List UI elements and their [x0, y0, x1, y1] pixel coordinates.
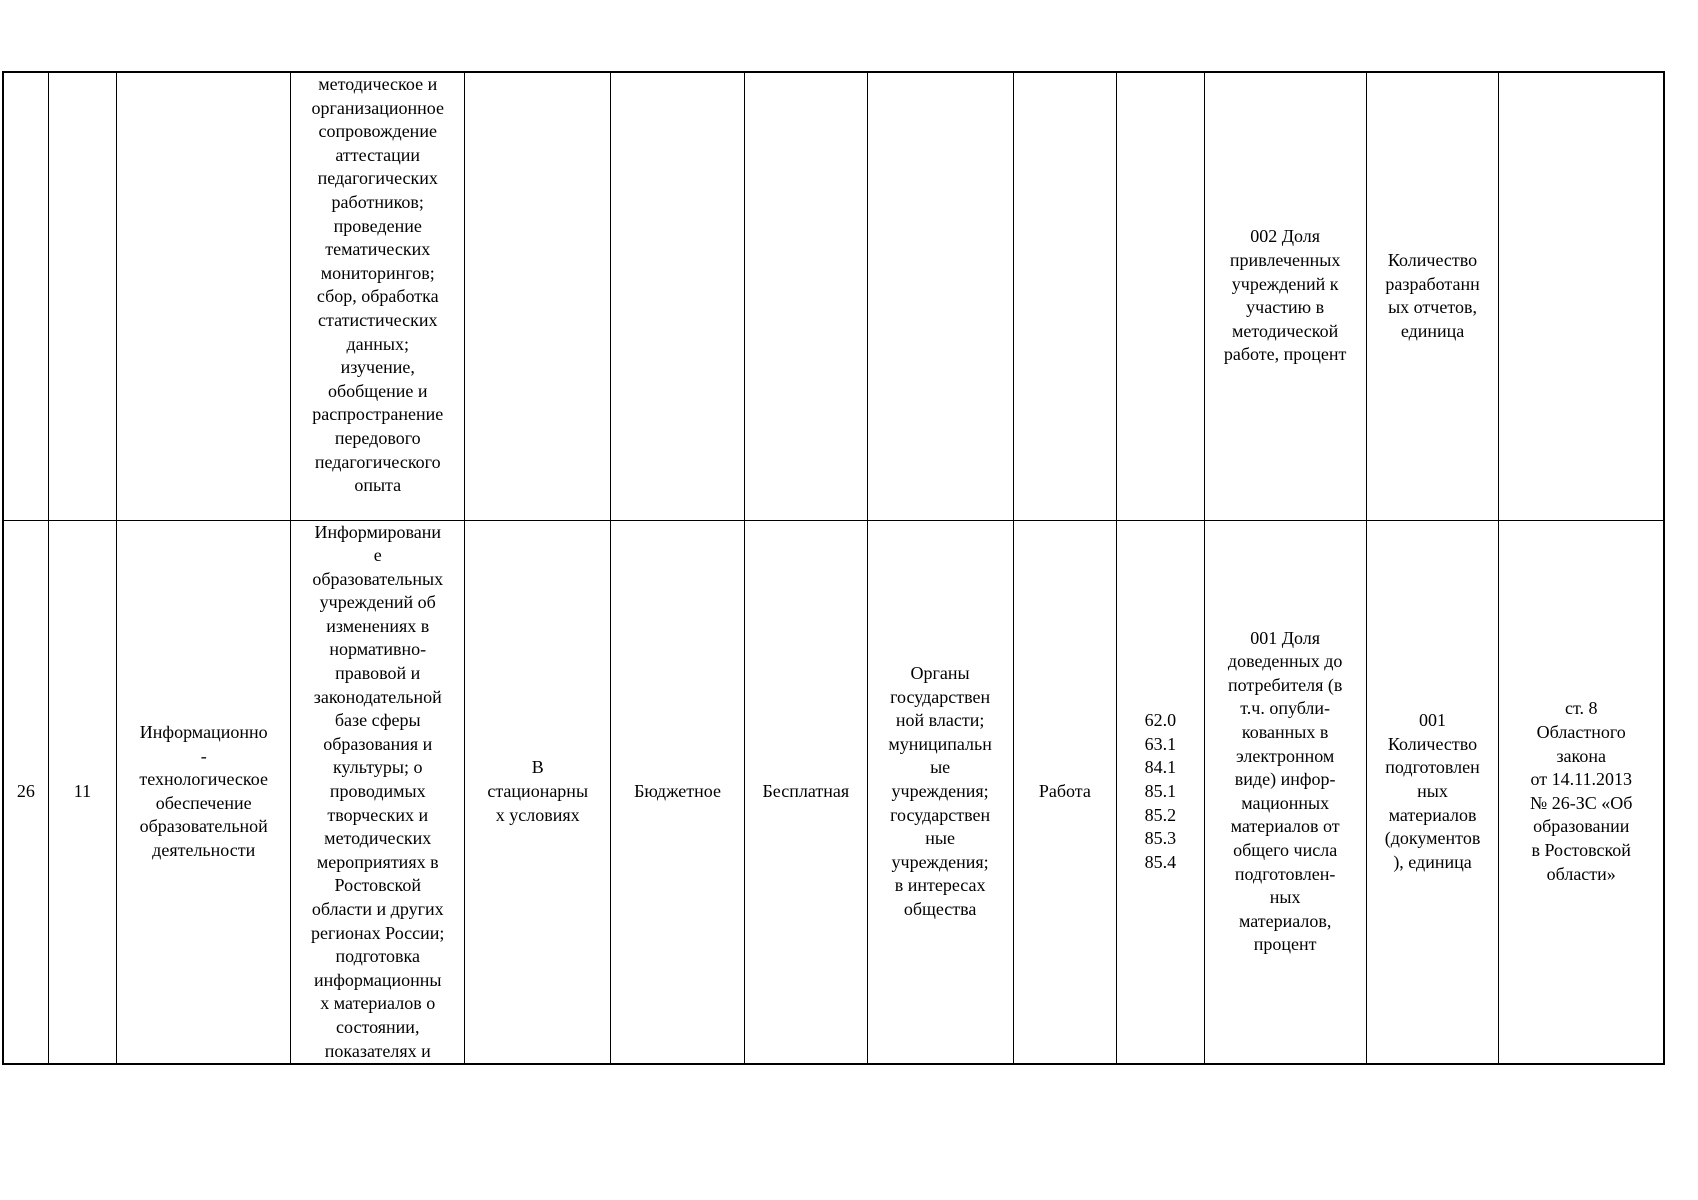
conditions-cell — [465, 72, 611, 520]
subrow-number-cell: 11 — [48, 520, 116, 1064]
payment-cell — [744, 72, 867, 520]
okved-codes-cell — [1117, 72, 1205, 520]
row-number-cell — [3, 72, 48, 520]
quality-indicator-cell: 002 Доля привлеченных учреждений к участию в методической работе, процент — [1204, 72, 1366, 520]
service-content-cell: методическое и организационное сопровождение аттестации педагогических работников; проведение тематических мониторингов; сбор, обработка статистических данных; изучение, обобщение и распространение передового педагогического опыта — [291, 72, 465, 520]
consumers-cell: Органы государствен ной власти; муниципальн ые учреждения; государствен ные учреждения; в интересах общества — [867, 520, 1013, 1064]
service-name-cell — [117, 72, 291, 520]
activity-kind-cell: Работа — [1013, 520, 1117, 1064]
table-row — [3, 72, 1664, 520]
okved-codes-cell: 62.0 63.1 84.1 85.1 85.2 85.3 85.4 — [1117, 520, 1205, 1064]
conditions-cell: В стационарны х условиях — [465, 520, 611, 1064]
volume-indicator-cell: Количество разработанн ых отчетов, единица — [1366, 72, 1499, 520]
service-name-cell: Информационно - технологическое обеспечение образовательной деятельности — [117, 520, 291, 1064]
consumers-cell — [867, 72, 1013, 520]
institution-type-cell — [611, 72, 745, 520]
legal-basis-cell — [1499, 72, 1664, 520]
service-content-cell: Информировани е образовательных учреждений об изменениях в нормативно- правовой и законодательной базе сферы образования и культуры; о проводимых творческих и методических мероприятиях в Ростовской области и других регионах России; подготовка информационны х материалов о состоянии, показателях и — [291, 520, 465, 1064]
institution-type-cell: Бюджетное — [611, 520, 745, 1064]
payment-cell: Бесплатная — [744, 520, 867, 1064]
services-table — [2, 71, 1665, 1065]
volume-indicator-cell: 001 Количество подготовлен ных материалов (документов ), единица — [1366, 520, 1499, 1064]
table-row — [3, 520, 1664, 1064]
activity-kind-cell — [1013, 72, 1117, 520]
subrow-number-cell — [48, 72, 116, 520]
row-number-cell: 26 — [3, 520, 48, 1064]
quality-indicator-cell: 001 Доля доведенных до потребителя (в т.ч. опубли- кованных в электронном виде) инфор- мационных материалов от общего числа подготовлен- ных материалов, процент — [1204, 520, 1366, 1064]
legal-basis-cell: ст. 8 Областного закона от 14.11.2013 № 26-ЗС «Об образовании в Ростовской области» — [1499, 520, 1664, 1064]
